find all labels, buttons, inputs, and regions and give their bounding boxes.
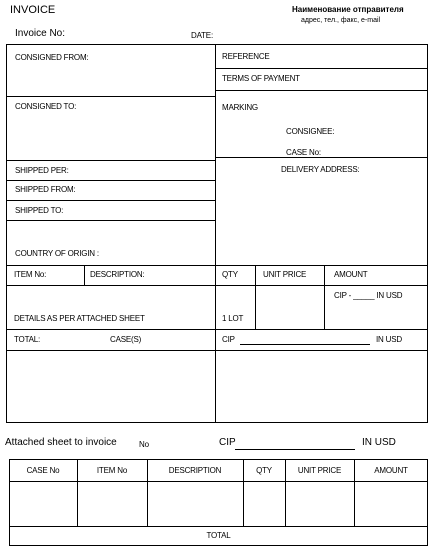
cip-in-usd-label: CIP - _____ IN USD [334, 291, 403, 300]
column-header-description: DESCRIPTION [168, 466, 222, 475]
cip-blank-line [240, 344, 370, 345]
invoice-title: INVOICE [10, 4, 56, 16]
column-header-amount: AMOUNT [374, 466, 408, 475]
attached-sheet-no: No [139, 440, 149, 449]
unit-price-header: UNIT PRICE [263, 270, 307, 279]
date-label: DATE: [191, 31, 213, 40]
shipped-to-label: SHIPPED TO: [15, 206, 64, 215]
shipped-from-label: SHIPPED FROM: [15, 185, 76, 194]
amount-header: AMOUNT [334, 270, 368, 279]
qty-header: QTY [222, 270, 238, 279]
reference-label: REFERENCE [222, 52, 270, 61]
country-of-origin-label: COUNTRY OF ORIGIN : [15, 249, 99, 258]
cases-label: CASE(S) [110, 335, 142, 344]
case-no-label: CASE No: [286, 148, 321, 157]
attached-in-usd-label: IN USD [362, 437, 396, 448]
terms-of-payment-label: TERMS OF PAYMENT [222, 74, 300, 83]
column-header-qty: QTY [256, 466, 272, 475]
consigned-to-label: CONSIGNED TO: [15, 102, 77, 111]
attached-cip-blank-line [235, 449, 355, 450]
lot-value: 1 LOT [222, 314, 244, 323]
sender-contacts: адрес, тел., факс, e-mail [301, 17, 381, 24]
invoice-number-label: Invoice No: [15, 28, 66, 39]
attached-total-label: TOTAL [206, 531, 231, 540]
column-header-unit-price: UNIT PRICE [297, 466, 342, 475]
delivery-address-label: DELIVERY ADDRESS: [281, 165, 360, 174]
attached-cip-label: CIP [219, 437, 236, 448]
in-usd-label: IN USD [376, 335, 402, 344]
invoice-form [6, 44, 428, 423]
cip-prefix-label: CIP [222, 335, 235, 344]
column-header-case-no: CASE No [26, 466, 60, 475]
details-label: DETAILS AS PER ATTACHED SHEET [14, 314, 145, 323]
sender-name: Наименование отправителя [292, 5, 404, 14]
attached-sheet-heading: Attached sheet to invoice [5, 437, 117, 448]
consignee-label: CONSIGNEE: [286, 127, 335, 136]
description-header: DESCRIPTION: [90, 270, 145, 279]
shipped-per-label: SHIPPED PER: [15, 166, 69, 175]
item-no-header: ITEM No: [14, 270, 47, 279]
total-label: TOTAL: [14, 335, 41, 344]
column-header-item-no: ITEM No [96, 466, 128, 475]
marking-label: MARKING [222, 103, 258, 112]
consigned-from-label: CONSIGNED FROM: [15, 53, 89, 62]
